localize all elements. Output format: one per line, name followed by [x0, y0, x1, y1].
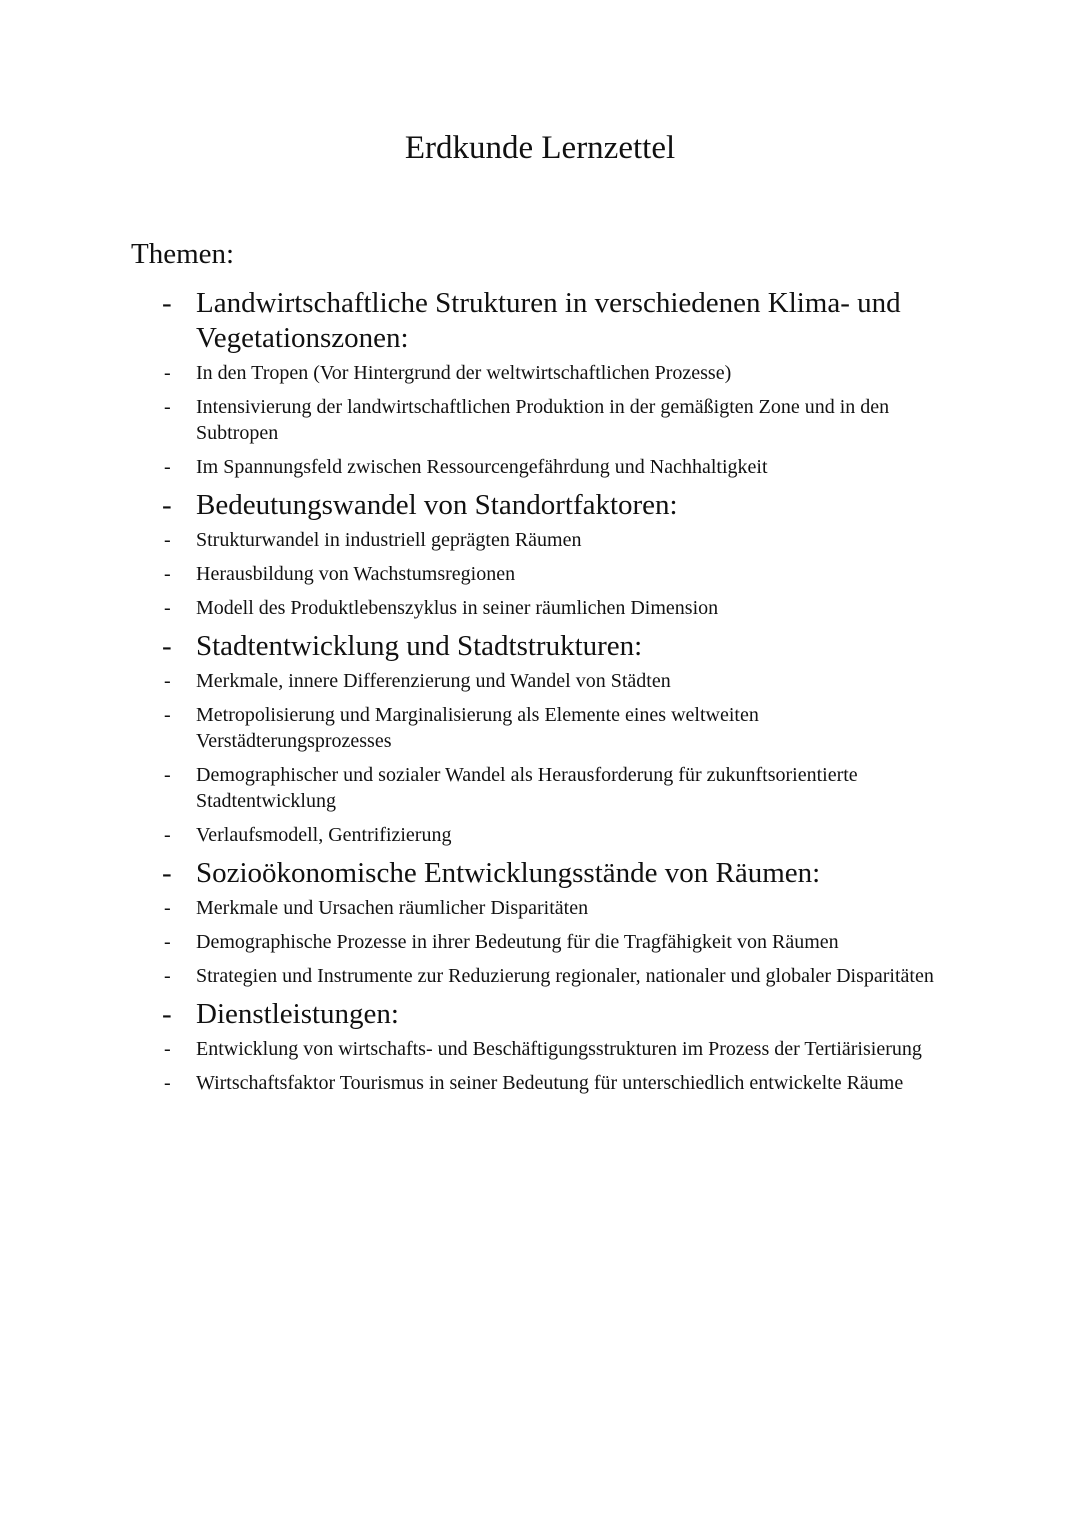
topic-heading [160, 286, 940, 356]
dash-bullet: - [164, 965, 171, 987]
list-item-text: Entwicklung von wirtschafts- und Beschäftigungsstrukturen im Prozess der Tertiärisierung [196, 1038, 922, 1060]
dash-bullet: - [164, 456, 171, 478]
dash-bullet: - [164, 897, 171, 919]
topic-heading [160, 856, 940, 891]
list-item-text: Merkmale und Ursachen räumlicher Disparitäten [196, 897, 589, 919]
list-item-text: In den Tropen (Vor Hintergrund der weltwirtschaftlichen Prozesse) [196, 362, 732, 384]
list-item [160, 702, 940, 754]
topic-heading-text: Dienstleistungen: [196, 998, 399, 1030]
list-item-text: Im Spannungsfeld zwischen Ressourcengefährdung und Nachhaltigkeit [196, 456, 768, 478]
dash-bullet: - [162, 489, 172, 521]
dash-bullet: - [164, 670, 171, 692]
dash-bullet: - [162, 287, 172, 319]
dash-bullet: - [162, 630, 172, 662]
list-item-text: Wirtschaftsfaktor Tourismus in seiner Bedeutung für unterschiedlich entwickelte Räume [196, 1072, 904, 1094]
dash-bullet: - [164, 396, 171, 418]
list-item [160, 822, 940, 848]
dash-bullet: - [164, 704, 171, 726]
list-item [160, 1070, 940, 1096]
list-item [160, 1036, 940, 1062]
topic-heading-text: Landwirtschaftliche Strukturen in verschiedenen Klima- und Vegetationszonen: [196, 287, 901, 354]
dash-bullet: - [162, 998, 172, 1030]
topic-group [160, 488, 940, 621]
dash-bullet: - [164, 563, 171, 585]
dash-bullet: - [164, 1038, 171, 1060]
list-item [160, 762, 940, 814]
page-title: Erdkunde Lernzettel [404, 130, 676, 166]
list-item [160, 895, 940, 921]
dash-bullet: - [164, 931, 171, 953]
topic-group [160, 856, 940, 989]
list-item-text: Intensivierung der landwirtschaftlichen Produktion in der gemäßigten Zone und in den Subtropen [196, 396, 890, 444]
list-item-text: Strategien und Instrumente zur Reduzierung regionaler, nationaler und globaler Disparitäten [196, 965, 934, 987]
list-item-text: Herausbildung von Wachstumsregionen [196, 563, 516, 585]
list-item [160, 527, 940, 553]
list-item [160, 394, 940, 446]
topic-heading-text: Bedeutungswandel von Standortfaktoren: [196, 489, 678, 521]
list-item [160, 561, 940, 587]
topic-heading [160, 488, 940, 523]
dash-bullet: - [164, 824, 171, 846]
dash-bullet: - [162, 857, 172, 889]
section-label: Themen: [131, 238, 235, 270]
list-item-text: Metropolisierung und Marginalisierung als Elemente eines weltweiten Verstädterungsprozesses [196, 704, 759, 752]
dash-bullet: - [164, 529, 171, 551]
dash-bullet: - [164, 764, 171, 786]
topic-heading [160, 629, 940, 664]
topic-heading [160, 997, 940, 1032]
subtopic-list [160, 1036, 940, 1096]
subtopic-list [160, 895, 940, 989]
list-item-text: Merkmale, innere Differenzierung und Wandel von Städten [196, 670, 671, 692]
dash-bullet: - [164, 1072, 171, 1094]
list-item [160, 595, 940, 621]
list-item [160, 963, 940, 989]
topic-group [160, 629, 940, 848]
list-item [160, 454, 940, 480]
topic-heading-text: Sozioökonomische Entwicklungsstände von Räumen: [196, 857, 821, 889]
topic-group [160, 286, 940, 480]
topic-list [160, 286, 940, 1104]
topic-group [160, 997, 940, 1096]
subtopic-list [160, 668, 940, 848]
dash-bullet: - [164, 362, 171, 384]
list-item-text: Modell des Produktlebenszyklus in seiner räumlichen Dimension [196, 597, 719, 619]
dash-bullet: - [164, 597, 171, 619]
list-item [160, 360, 940, 386]
list-item-text: Strukturwandel in industriell geprägten Räumen [196, 529, 582, 551]
subtopic-list [160, 360, 940, 480]
list-item-text: Demographische Prozesse in ihrer Bedeutung für die Tragfähigkeit von Räumen [196, 931, 839, 953]
list-item [160, 929, 940, 955]
topic-heading-text: Stadtentwicklung und Stadtstrukturen: [196, 630, 643, 662]
subtopic-list [160, 527, 940, 621]
list-item-text: Demographischer und sozialer Wandel als Herausforderung für zukunftsorientierte Stadtentwicklung [196, 764, 858, 812]
list-item [160, 668, 940, 694]
list-item-text: Verlaufsmodell, Gentrifizierung [196, 824, 452, 846]
